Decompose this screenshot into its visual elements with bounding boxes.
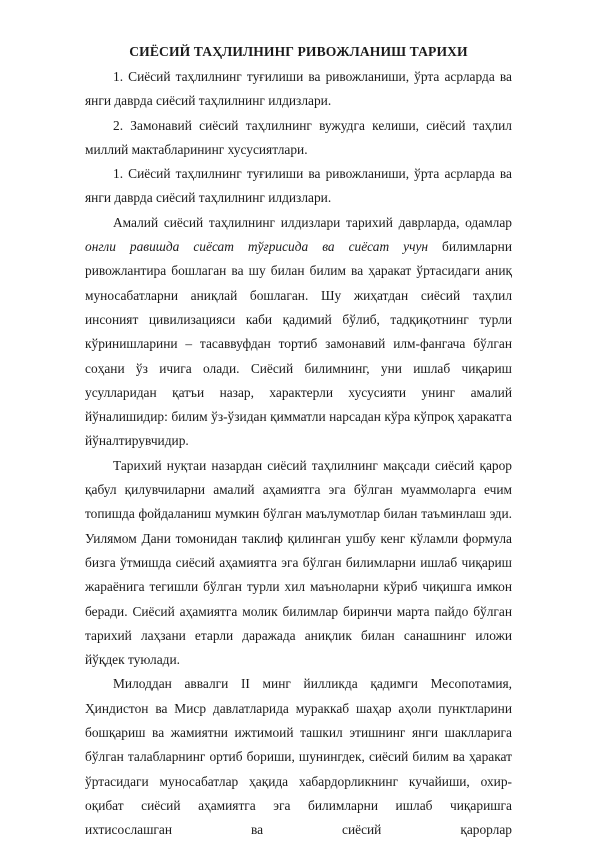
document-title: СИЁСИЙ ТАҲЛИЛНИНГ РИВОЖЛАНИШ ТАРИХИ bbox=[129, 44, 468, 59]
paragraph-1 bbox=[85, 211, 512, 454]
paragraph-1-text-b: билимларни ривожлантира бошлаган ва шу билан билим ва ҳаракат ўртасидаги аниқ муносабатларни аниқлай бошлаган. Шу жиҳатдан сиёсий таҳлил инсоният цивилизацияси каби қадимий бўлиб, тадқиқотнинг турли кўринишларини – тасаввуфдан тортиб замонавий илм-фангача бўлган соҳани ўз ичига олади. Сиёсий билимнинг, уни ишлаб чиқариш усулларидан қатъи назар, характерли хусусияти унинг амалий йўналишидир: билим ўз-ўзидан қимматли нарсадан кўра кўпроқ ҳаракатга йўналтирувчидир. bbox=[85, 239, 512, 449]
list-item-1: 1. Сиёсий таҳлилнинг туғилиши ва ривожланиши, ўрта асрларда ва янги даврда сиёсий таҳлилнинг илдизлари. bbox=[85, 69, 512, 109]
document-page bbox=[85, 42, 512, 843]
list-item-3: 1. Сиёсий таҳлилнинг туғилиши ва ривожланиши, ўрта асрларда ва янги даврда сиёсий таҳлилнинг илдизлари. bbox=[85, 166, 512, 206]
list-item-2: 2. Замонавий сиёсий таҳлилнинг вужудга келиши, сиёсий таҳлил миллий мактабларининг хусусиятлари. bbox=[85, 117, 512, 157]
paragraph-1-text-a: Амалий сиёсий таҳлилнинг илдизлари тарихий даврларда, одамлар bbox=[113, 214, 512, 230]
paragraph-2: Тарихий нуқтаи назардан сиёсий таҳлилнинг мақсади сиёсий қарор қабул қилувчиларни амалий аҳамиятга эга бўлган муаммоларга ечим топишда фойдаланиш мумкин бўлган маълумотлар билан таъминлаш эди. Уилямом Дани томонидан таклиф қилинган ушбу кенг кўламли формула бизга ўтмишда сиёсий аҳамиятга эга бўлган билимларни ишлаб чиқариш жараёнига тегишли бўлган турли хил маъноларни кўриб чиқишга имкон беради. Сиёсий аҳамиятга молик билимлар биринчи марта пайдо бўлган тарихий лаҳзани етарли даражада аниқлик билан санашнинг иложи йўқдек туюлади. bbox=[85, 457, 512, 668]
paragraph-3: Милоддан аввалги II минг йилликда қадимги Месопотамия, Ҳиндистон ва Миср давлатларида мураккаб шаҳар аҳоли пунктларини бошқариш ва жамиятни ижтимоий ташкил этишнинг янги шаклларига бўлган талабларнинг ортиб бориши, шунингдек, сиёсий билим ва ҳаракат ўртасидаги муносабатлар ҳақида хабардорликнинг кучайиши, охир-оқибат сиёсий аҳамиятга эга билимларни ишлаб чиқаришга ихтисослашган ва сиёсий қарорлар bbox=[85, 676, 512, 838]
paragraph-1-emphasis: онгли равишда сиёсат тўғрисида ва сиёсат учун bbox=[85, 239, 429, 255]
